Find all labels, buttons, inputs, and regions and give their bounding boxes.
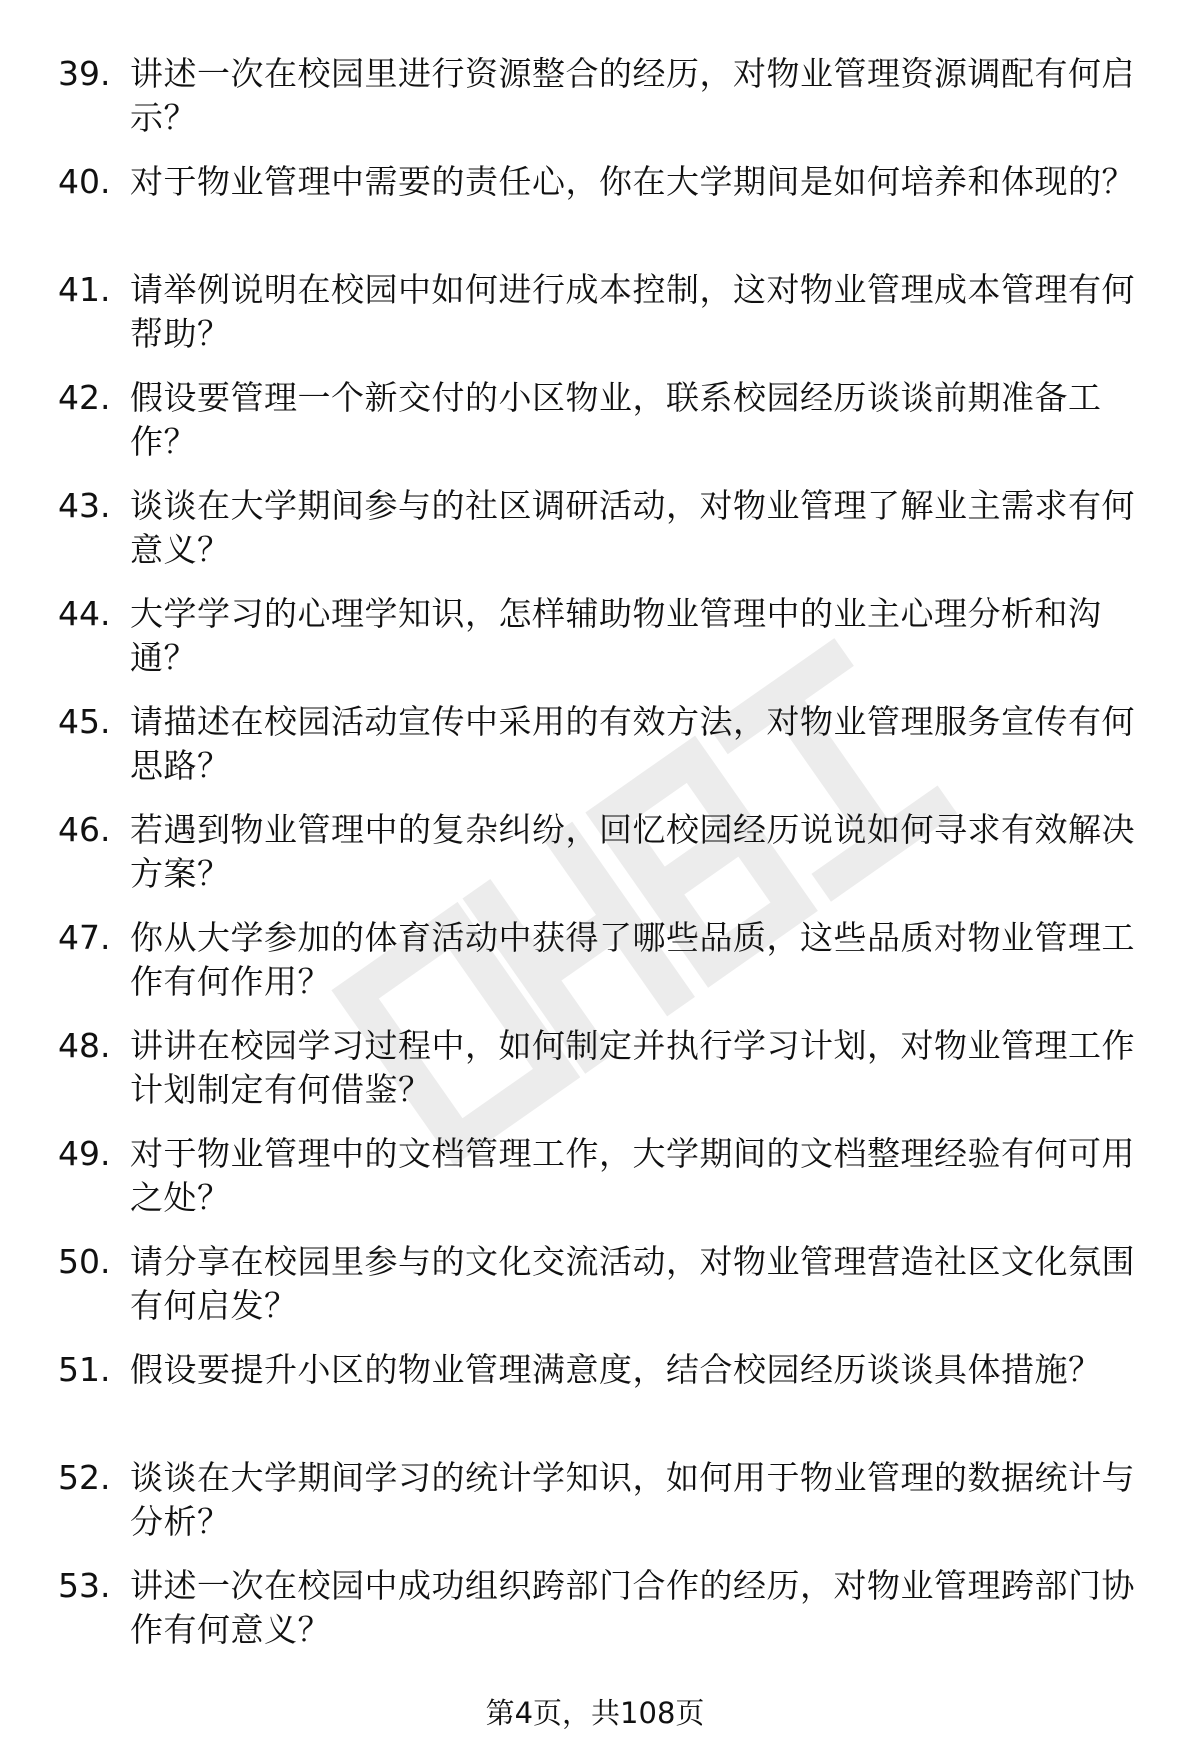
question-item: [0, 700, 1190, 808]
question-number: 49.: [58, 1134, 111, 1173]
question-text: 对于物业管理中需要的责任心，你在大学期间是如何培养和体现的？: [130, 162, 1135, 201]
question-number: 48.: [58, 1026, 111, 1065]
question-item: [0, 484, 1190, 592]
question-text: 谈谈在大学期间参与的社区调研活动，对物业管理了解业主需求有何意义？: [130, 486, 1135, 569]
question-item: [0, 52, 1190, 160]
question-number: 46.: [58, 810, 111, 849]
question-list: [0, 52, 1190, 1672]
question-number: 47.: [58, 918, 111, 957]
question-item: [0, 808, 1190, 916]
question-item: [0, 592, 1190, 700]
question-item: [0, 916, 1190, 1024]
question-item: [0, 376, 1190, 484]
question-number: 50.: [58, 1242, 111, 1281]
question-item: [0, 1564, 1190, 1672]
question-text: 你从大学参加的体育活动中获得了哪些品质，这些品质对物业管理工作有何作用？: [130, 918, 1135, 1001]
question-number: 44.: [58, 594, 111, 633]
question-text: 请描述在校园活动宣传中采用的有效方法，对物业管理服务宣传有何思路？: [130, 702, 1135, 785]
question-text: 假设要提升小区的物业管理满意度，结合校园经历谈谈具体措施？: [130, 1350, 1102, 1389]
question-number: 41.: [58, 270, 111, 309]
question-number: 39.: [58, 54, 111, 93]
question-text: 若遇到物业管理中的复杂纠纷，回忆校园经历说说如何寻求有效解决方案？: [130, 810, 1135, 893]
question-item: [0, 1456, 1190, 1564]
question-number: 45.: [58, 702, 111, 741]
question-text: 请举例说明在校园中如何进行成本控制，这对物业管理成本管理有何帮助？: [130, 270, 1135, 353]
question-text: 请分享在校园里参与的文化交流活动，对物业管理营造社区文化氛围有何启发？: [130, 1242, 1135, 1325]
question-number: 40.: [58, 162, 111, 201]
question-item: [0, 1132, 1190, 1240]
question-item: [0, 1024, 1190, 1132]
question-text: 讲述一次在校园中成功组织跨部门合作的经历，对物业管理跨部门协作有何意义？: [130, 1566, 1135, 1649]
question-number: 42.: [58, 378, 111, 417]
question-number: 43.: [58, 486, 111, 525]
page-footer: 第4页，共108页: [485, 1696, 705, 1730]
question-text: 讲讲在校园学习过程中，如何制定并执行学习计划，对物业管理工作计划制定有何借鉴？: [130, 1026, 1135, 1109]
question-number: 52.: [58, 1458, 111, 1497]
question-number: 53.: [58, 1566, 111, 1605]
question-item: [0, 160, 1190, 268]
question-text: 大学学习的心理学知识，怎样辅助物业管理中的业主心理分析和沟通？: [130, 594, 1102, 677]
question-item: [0, 268, 1190, 376]
question-item: [0, 1240, 1190, 1348]
question-text: 谈谈在大学期间学习的统计学知识，如何用于物业管理的数据统计与分析？: [130, 1458, 1135, 1541]
question-number: 51.: [58, 1350, 111, 1389]
question-text: 对于物业管理中的文档管理工作，大学期间的文档整理经验有何可用之处？: [130, 1134, 1135, 1217]
question-text: 讲述一次在校园里进行资源整合的经历，对物业管理资源调配有何启示？: [130, 54, 1135, 137]
question-item: [0, 1348, 1190, 1456]
question-text: 假设要管理一个新交付的小区物业，联系校园经历谈谈前期准备工作？: [130, 378, 1102, 461]
